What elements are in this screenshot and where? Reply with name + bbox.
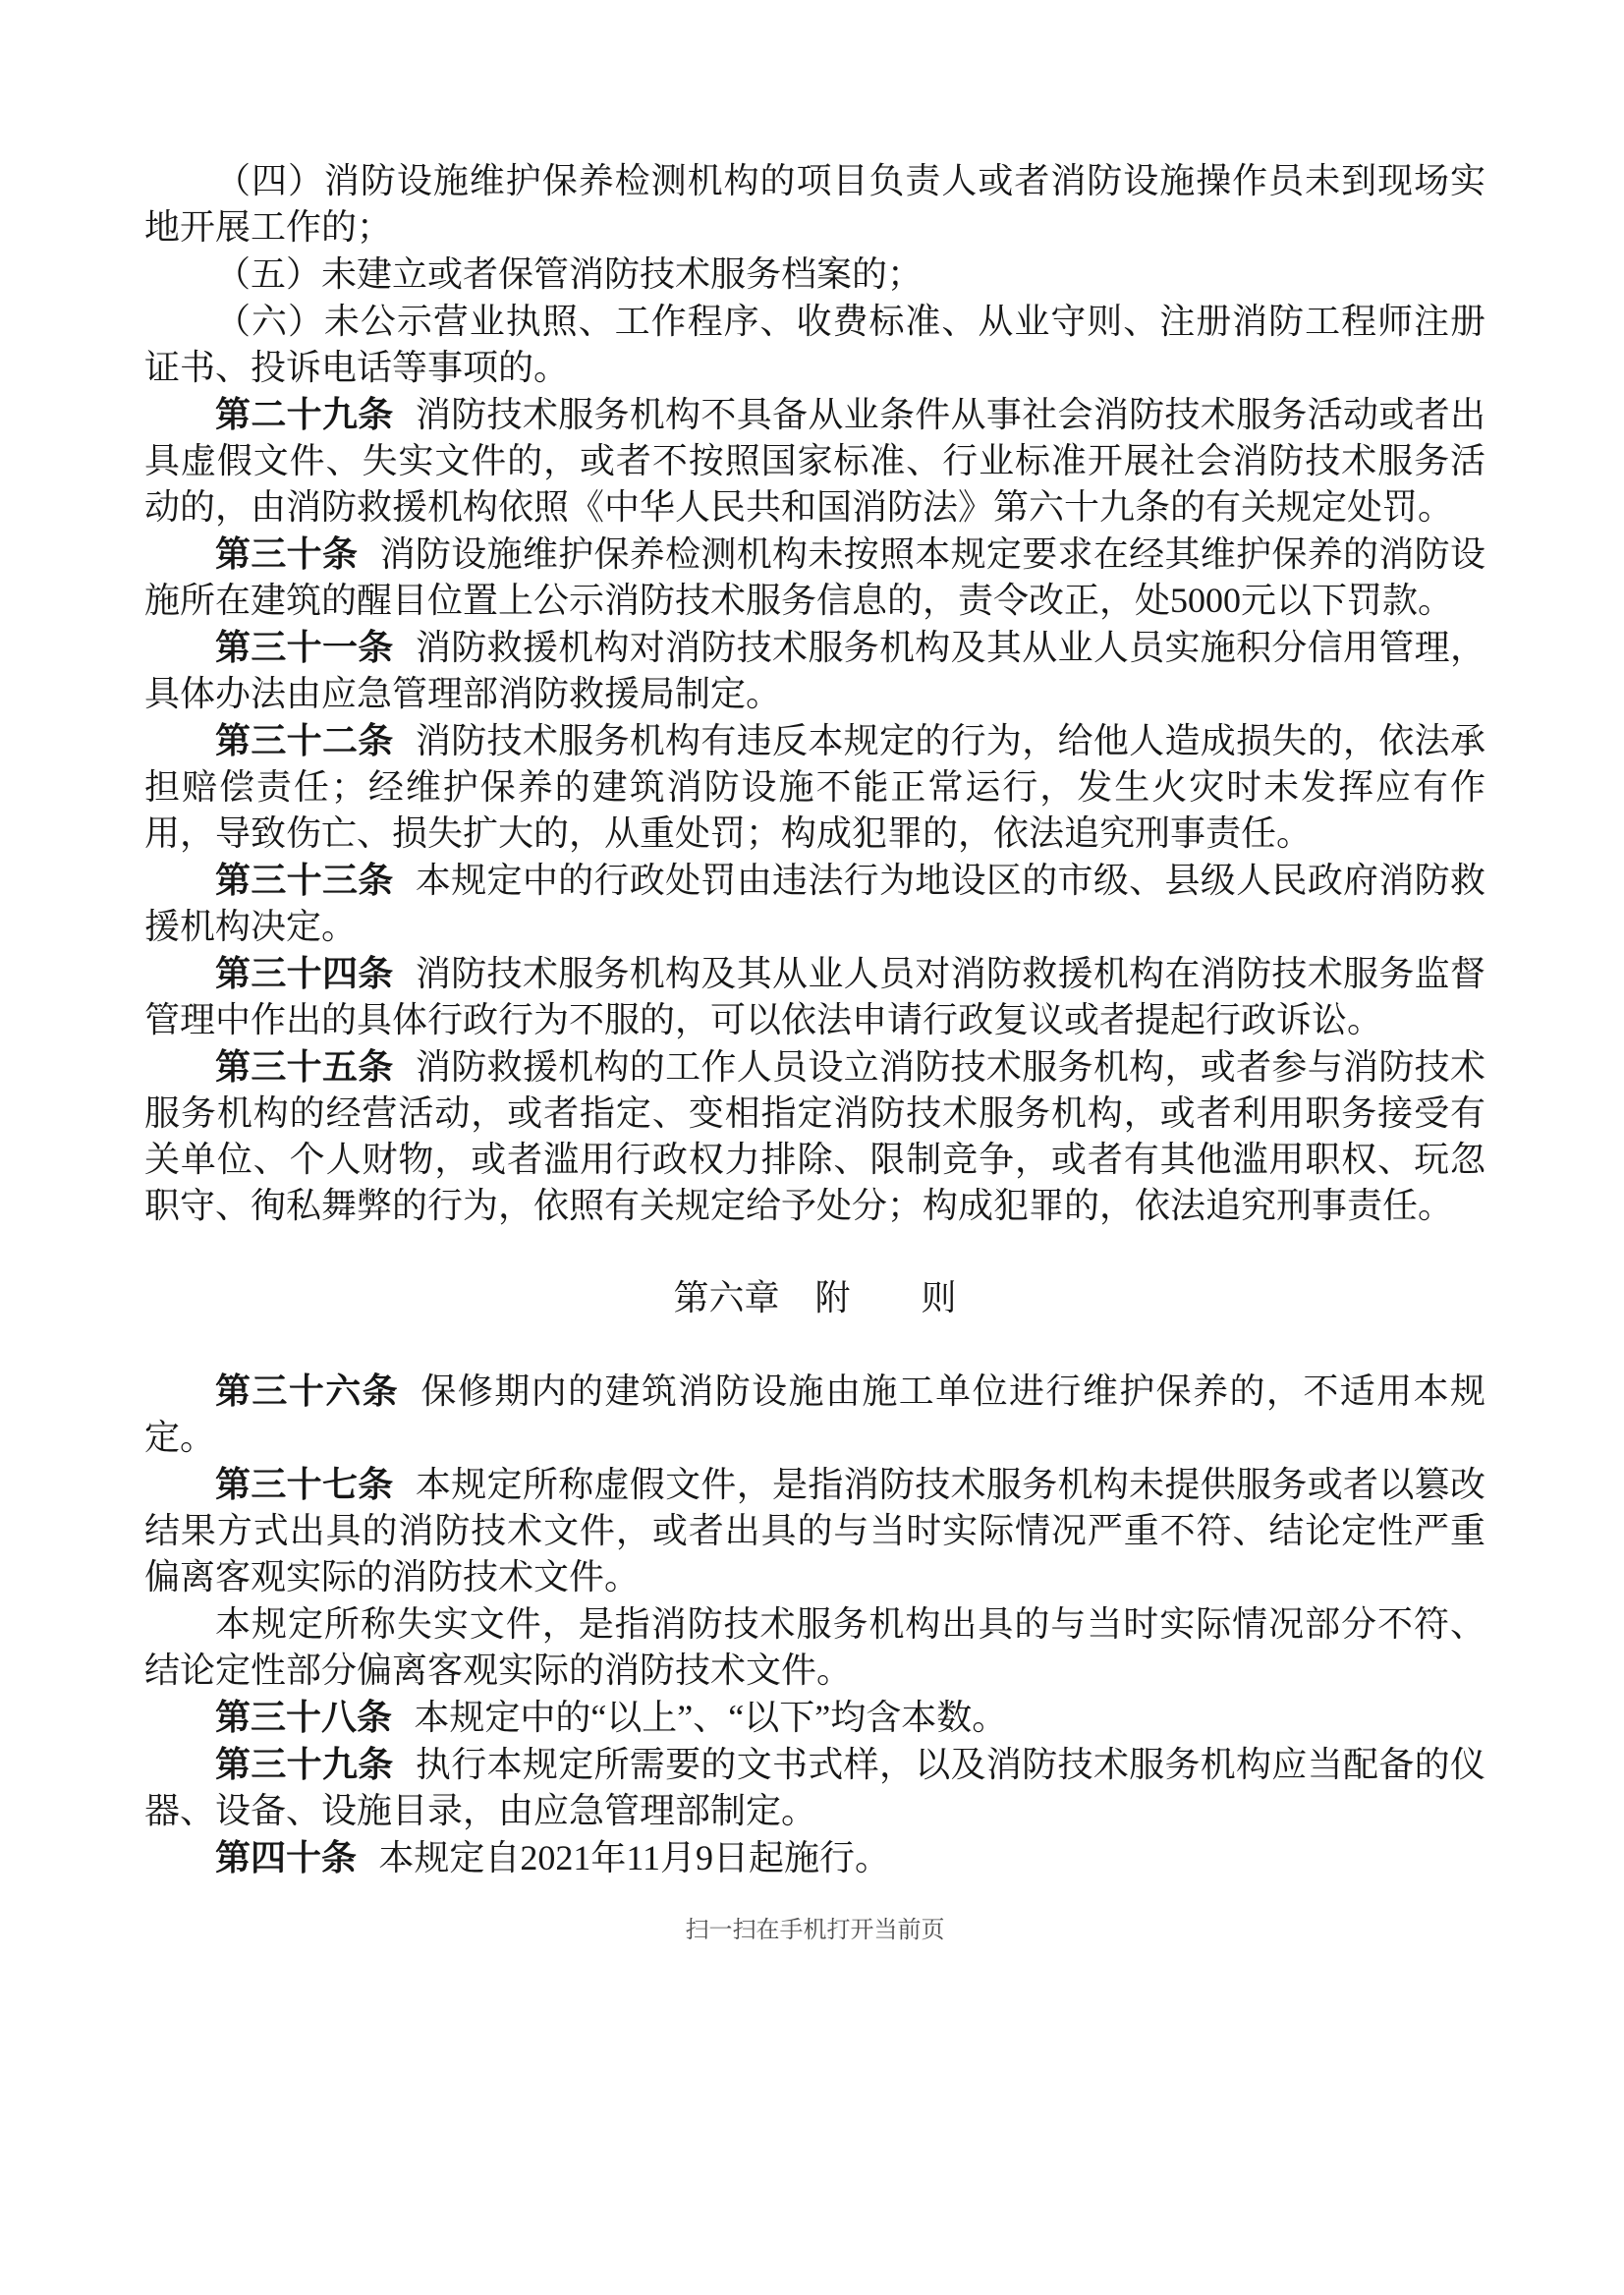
paragraph (144, 1368, 1485, 1461)
paragraph-text: 本规定所称失实文件，是指消防技术服务机构出具的与当时实际情况部分不符、结论定性部分偏离客观实际的消防技术文件。 (144, 1604, 1485, 1690)
article-number: 第三十一条 (215, 627, 394, 667)
paragraph (144, 1741, 1485, 1834)
article-number: 第三十三条 (215, 860, 394, 900)
paragraph (144, 1834, 1485, 1881)
paragraph (144, 857, 1485, 950)
document-body (144, 157, 1485, 1943)
paragraph-text: （五）未建立或者保管消防技术服务档案的； (215, 254, 924, 294)
paragraph (144, 624, 1485, 717)
paragraph-text: 本规定自2021年11月9日起施行。 (378, 1838, 890, 1877)
article-number: 第四十条 (215, 1837, 358, 1877)
article-number: 第二十九条 (215, 394, 394, 434)
paragraph-text: 保修期内的建筑消防设施由施工单位进行维护保养的，不适用本规定。 (144, 1371, 1485, 1457)
paragraph (144, 391, 1485, 531)
paragraph-text: 执行本规定所需要的文书式样，以及消防技术服务机构应当配备的仪器、设备、设施目录，由应急管理部制定。 (144, 1745, 1485, 1830)
paragraph (144, 531, 1485, 624)
paragraph-text: （四）消防设施维护保养检测机构的项目负责人或者消防设施操作员未到现场实地开展工作的； (144, 161, 1485, 247)
paragraph-text: 消防技术服务机构及其从业人员对消防救援机构在消防技术服务监督管理中作出的具体行政行为不服的，可以依法申请行政复议或者提起行政诉讼。 (144, 954, 1485, 1039)
paragraph-text: 消防救援机构的工作人员设立消防技术服务机构，或者参与消防技术服务机构的经营活动，或者指定、变相指定消防技术服务机构，或者利用职务接受有关单位、个人财物，或者滥用行政权力排除、限制竞争，或者有其他滥用职权、玩忽职守、徇私舞弊的行为，依照有关规定给予处分；构成犯罪的，依法追究刑事责任。 (144, 1047, 1485, 1225)
paragraph-text: 本规定中的“以上”、“以下”均含本数。 (414, 1698, 1008, 1737)
chapter-heading: 第六章 附 则 (673, 1278, 957, 1317)
article-number: 第三十七条 (215, 1464, 394, 1504)
article-number: 第三十条 (215, 533, 359, 574)
paragraph (144, 298, 1485, 391)
article-number: 第三十二条 (215, 720, 394, 760)
paragraph-text: 本规定中的行政处罚由违法行为地设区的市级、县级人民政府消防救援机构决定。 (144, 861, 1485, 946)
paragraph (144, 1694, 1485, 1741)
article-number: 第三十六条 (215, 1371, 400, 1411)
paragraph (144, 1600, 1485, 1694)
article-number: 第三十五条 (215, 1046, 394, 1087)
paragraph (144, 717, 1485, 857)
paragraph (144, 157, 1485, 251)
paragraph-text: 消防设施维护保养检测机构未按照本规定要求在经其维护保养的消防设施所在建筑的醒目位置上公示消防技术服务信息的，责令改正，处5000元以下罚款。 (144, 534, 1485, 620)
paragraph-text: （六）未公示营业执照、工作程序、收费标准、从业守则、注册消防工程师注册证书、投诉电话等事项的。 (144, 302, 1485, 387)
paragraph-text: 消防技术服务机构有违反本规定的行为，给他人造成损失的，依法承担赔偿责任；经维护保养的建筑消防设施不能正常运行，发生火灾时未发挥应有作用，导致伤亡、损失扩大的，从重处罚；构成犯罪的，依法追究刑事责任。 (144, 721, 1485, 853)
footer-text: 扫一扫在手机打开当前页 (685, 1917, 945, 1943)
paragraph (144, 1043, 1485, 1229)
paragraph-text: 本规定所称虚假文件，是指消防技术服务机构未提供服务或者以篡改结果方式出具的消防技术文件，或者出具的与当时实际情况严重不符、结论定性严重偏离客观实际的消防技术文件。 (144, 1465, 1485, 1596)
paragraph (144, 950, 1485, 1043)
article-number: 第三十九条 (215, 1744, 394, 1784)
paragraph (144, 1461, 1485, 1600)
paragraph-text: 消防技术服务机构不具备从业条件从事社会消防技术服务活动或者出具虚假文件、失实文件的，或者不按照国家标准、行业标准开展社会消防技术服务活动的，由消防救援机构依照《中华人民共和国消防法》第六十九条的有关规定处罚。 (144, 395, 1485, 527)
article-number: 第三十八条 (215, 1697, 393, 1737)
page-footer (144, 1903, 1485, 1943)
paragraph-text: 消防救援机构对消防技术服务机构及其从业人员实施积分信用管理，具体办法由应急管理部消防救援局制定。 (144, 628, 1485, 713)
paragraph (144, 251, 1485, 298)
article-number: 第三十四条 (215, 953, 394, 993)
